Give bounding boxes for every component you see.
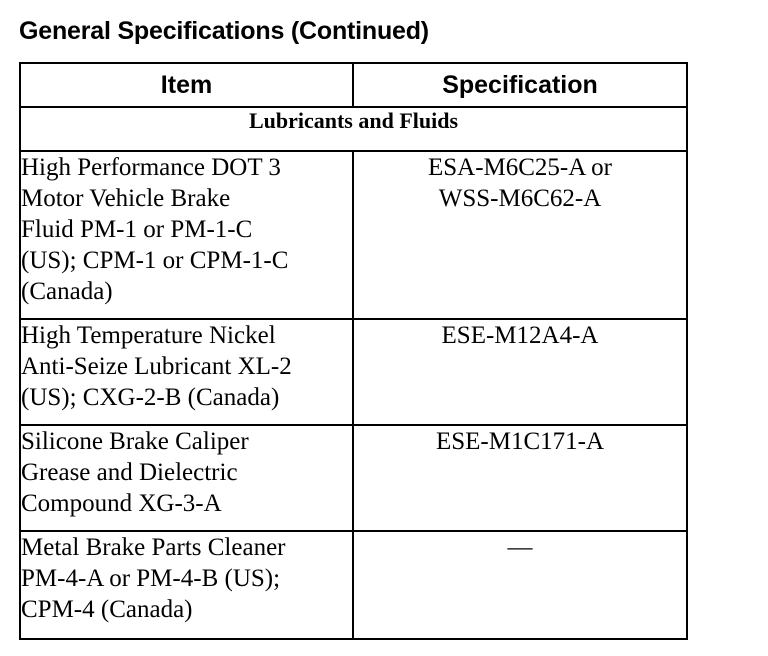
specification-text-line: WSS-M6C62-A — [438, 185, 602, 212]
item-cell — [20, 425, 353, 531]
page-title: General Specifications (Continued) — [19, 17, 429, 45]
specification-text-line: ESE-M1C171-A — [435, 428, 605, 455]
specification-cell — [353, 151, 687, 319]
item-text-line: PM-4-A or PM-4-B (US); — [21, 565, 281, 592]
specifications-table — [19, 62, 688, 640]
item-text-line: Silicone Brake Caliper — [21, 428, 249, 455]
item-text-line: Motor Vehicle Brake — [21, 185, 231, 212]
item-text-line: High Temperature Nickel — [21, 322, 276, 349]
table-row — [20, 151, 687, 319]
specification-cell — [353, 531, 687, 639]
item-text-line: CPM-4 (Canada) — [21, 596, 193, 623]
specification-text-line: ESE-M12A4-A — [441, 322, 599, 349]
section-title: Lubricants and Fluids — [20, 107, 687, 151]
specification-text-line: — — [507, 534, 533, 561]
table-row — [20, 425, 687, 531]
item-text-line: Grease and Dielectric — [21, 459, 238, 486]
column-header-item: Item — [20, 63, 353, 107]
item-cell — [20, 531, 353, 639]
specification-cell — [353, 425, 687, 531]
table-row — [20, 319, 687, 425]
table-header-row — [20, 63, 687, 107]
item-text-line: Anti-Seize Lubricant XL-2 — [21, 353, 292, 380]
specification-cell — [353, 319, 687, 425]
section-row — [20, 107, 687, 151]
item-cell — [20, 319, 353, 425]
item-text-line: Metal Brake Parts Cleaner — [21, 534, 286, 561]
item-text-line: High Performance DOT 3 — [21, 154, 281, 181]
table-row — [20, 531, 687, 639]
column-header-specification: Specification — [353, 63, 687, 107]
item-text-line: Fluid PM-1 or PM-1-C — [21, 216, 253, 243]
specification-text-line: ESA-M6C25-A or — [427, 154, 613, 181]
item-text-line: (Canada) — [21, 278, 113, 305]
item-cell — [20, 151, 353, 319]
item-text-line: (US); CXG-2-B (Canada) — [21, 384, 280, 411]
item-text-line: Compound XG-3-A — [21, 490, 222, 517]
item-text-line: (US); CPM-1 or CPM-1-C — [21, 247, 289, 274]
